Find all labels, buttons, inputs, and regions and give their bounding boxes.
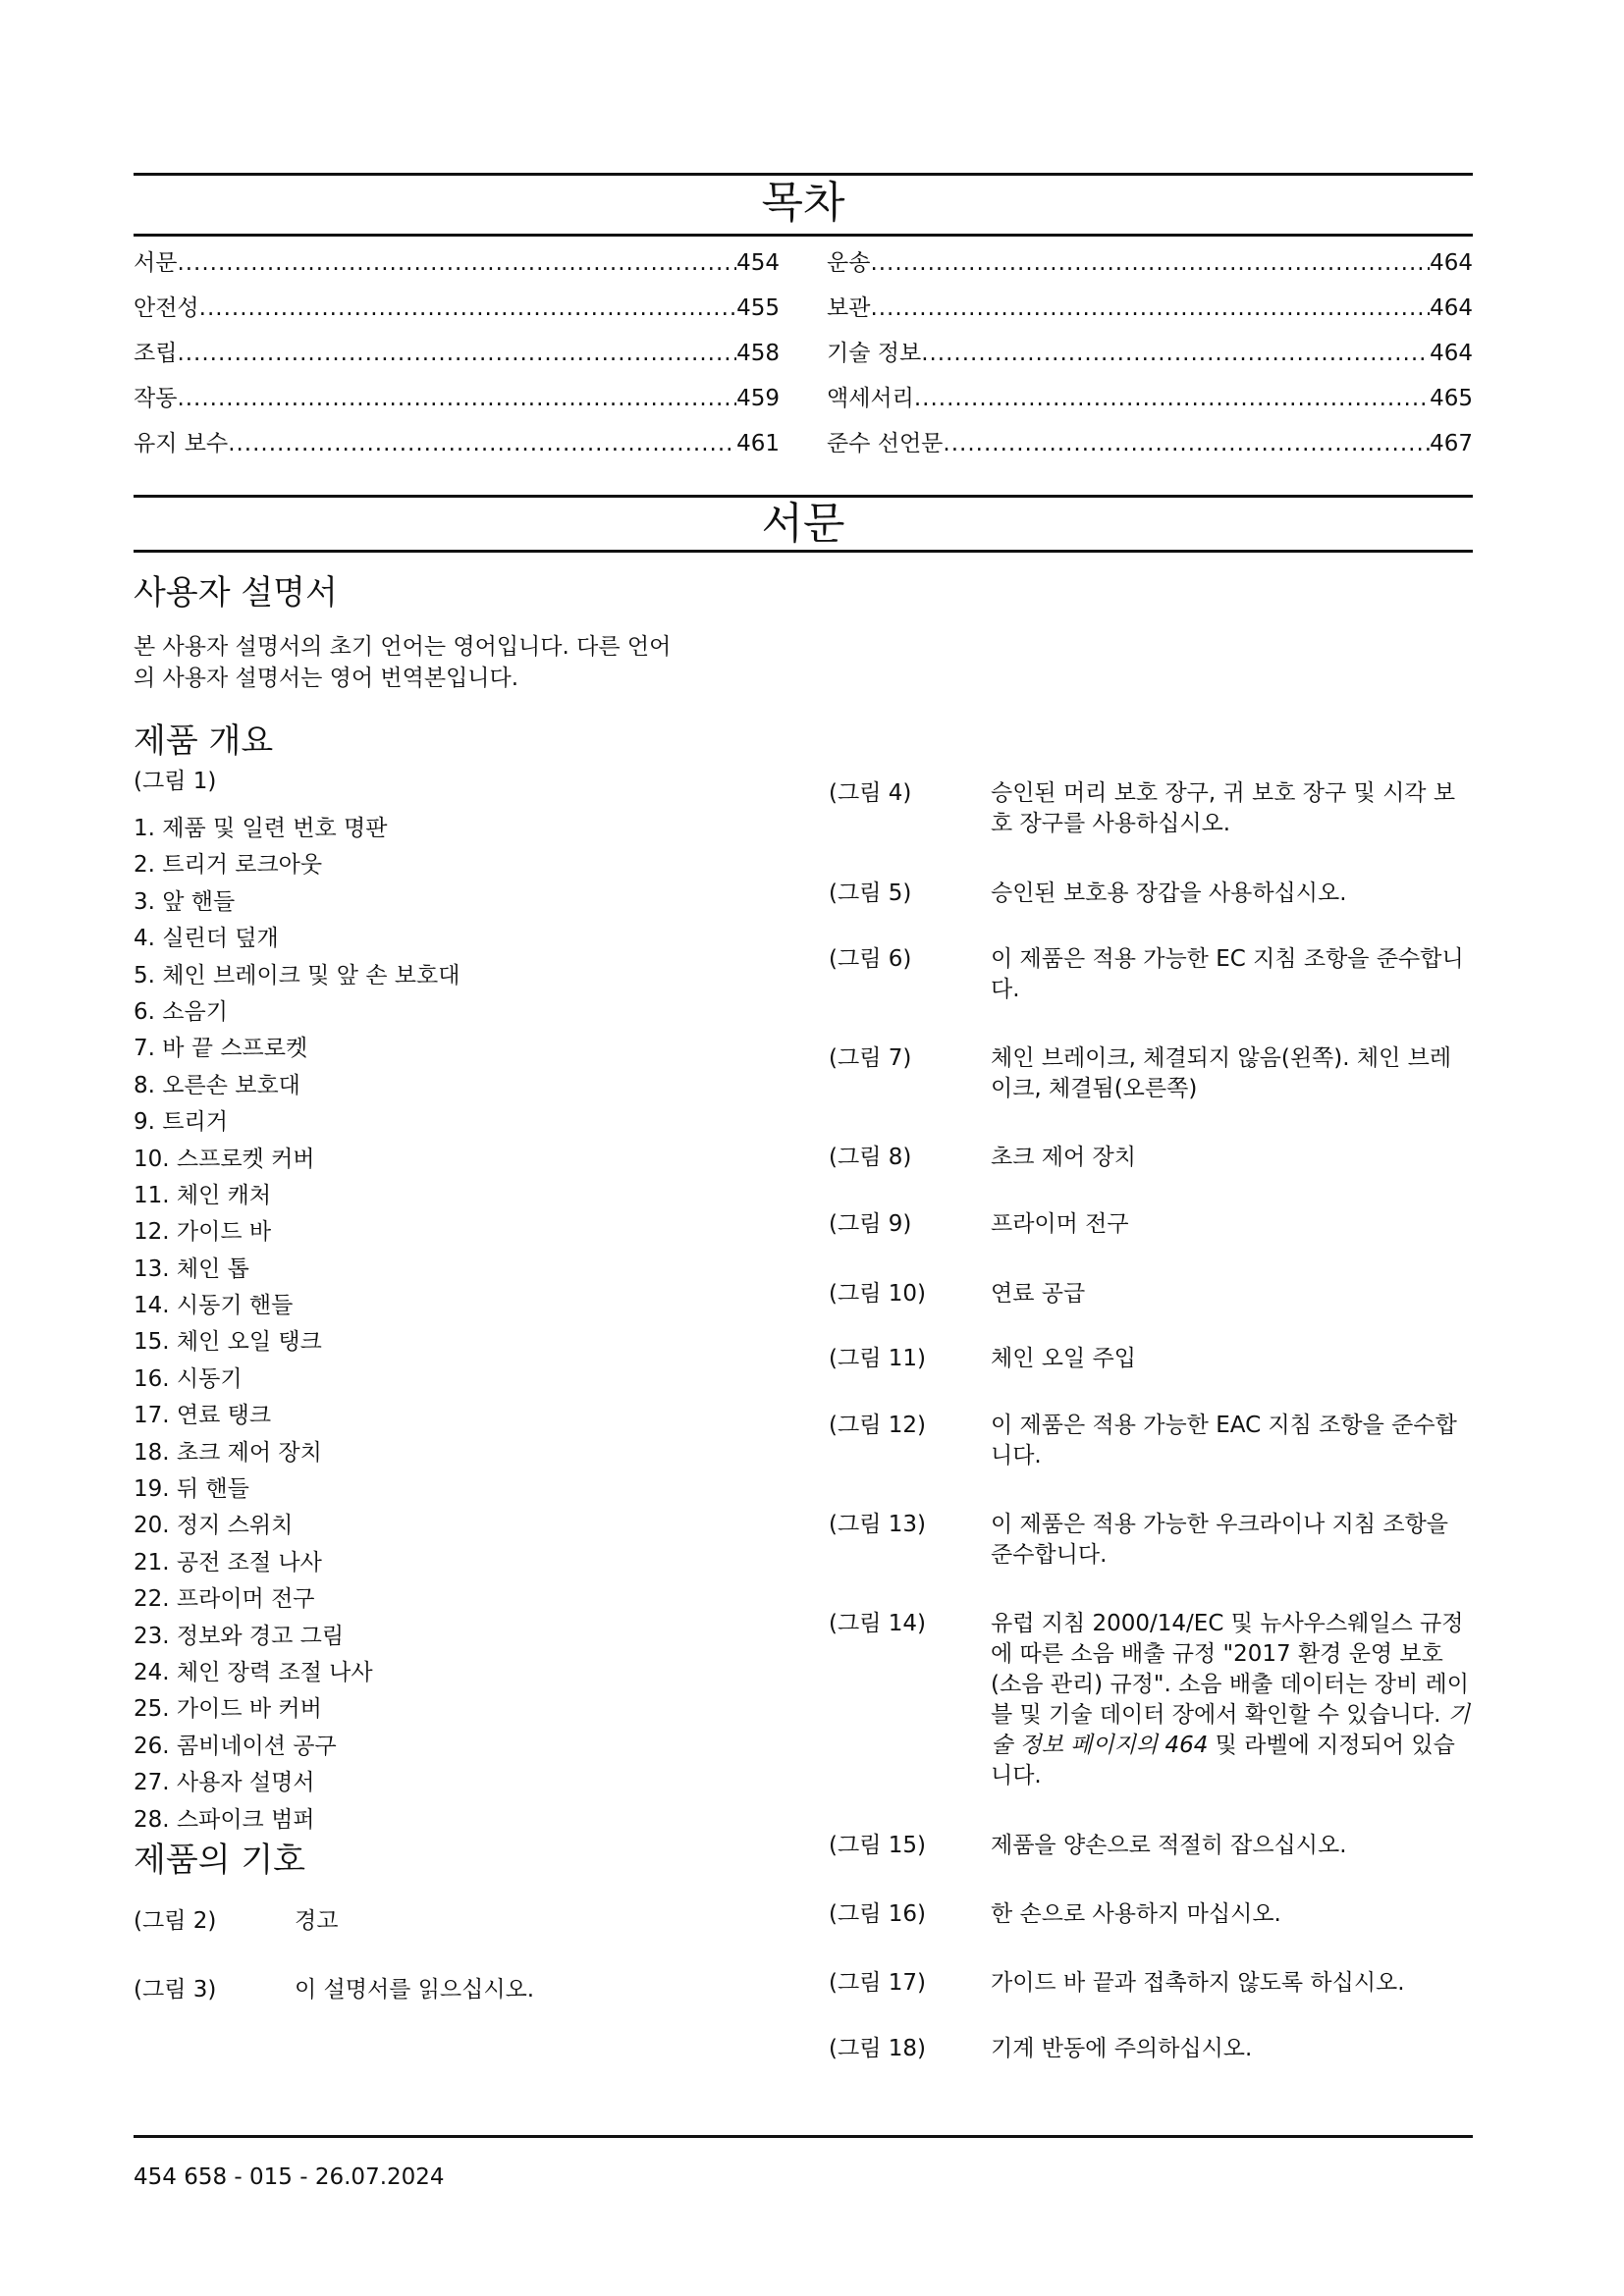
toc-entry-page: 467 (1430, 431, 1473, 456)
list-item: 15. 체인 오일 탱크 (134, 1329, 322, 1356)
symbol-description: 이 제품은 적용 가능한 우크라이나 지침 조항을 준수합니다. (991, 1512, 1449, 1568)
toc-entry-page: 459 (736, 386, 780, 411)
list-item: 23. 정보와 경고 그림 (134, 1623, 345, 1649)
symbol-figure-ref: (그림 7) (829, 1045, 912, 1071)
list-item: 6. 소음기 (134, 998, 228, 1025)
list-item: 7. 바 끝 스프로켓 (134, 1036, 308, 1062)
symbol-description: 제품을 양손으로 적절히 잡으십시오. (991, 1833, 1347, 1858)
symbol-figure-ref: (그림 5) (829, 881, 912, 906)
cross-reference-link[interactable]: 기술 정보 페이지의 464 (991, 1702, 1470, 1758)
toc-entry[interactable] (134, 339, 780, 384)
list-item: 25. 가이드 바 커버 (134, 1696, 322, 1723)
overview-list (134, 811, 772, 1839)
toc-dot-leader (943, 429, 1430, 458)
toc-entry[interactable] (134, 429, 780, 474)
symbol-description: 승인된 머리 보호 장구, 귀 보호 장구 및 시각 보호 장구를 사용하십시오. (991, 780, 1456, 836)
list-item: 12. 가이드 바 (134, 1219, 272, 1246)
list-item: 5. 체인 브레이크 및 앞 손 보호대 (134, 962, 460, 988)
toc-entry[interactable] (134, 248, 780, 294)
symbol-figure-ref: (그림 13) (829, 1512, 926, 1537)
symbol-description-text: 유럽 지침 2000/14/EC 및 뉴사우스웨일스 규정에 따른 소음 배출 규정 "2017 환경 운영 보호(소음 관리) 규정". 소음 배출 데이터는 장비 레이블 및 기술 데이터 장에서 확인할 수 있습니다. (991, 1611, 1469, 1728)
toc-entry-page: 464 (1430, 250, 1473, 276)
symbol-description (991, 1609, 1473, 1791)
list-item: 3. 앞 핸들 (134, 888, 236, 915)
symbol-description: 연료 공급 (991, 1281, 1086, 1307)
list-item: 27. 사용자 설명서 (134, 1770, 315, 1796)
list-item: 18. 초크 제어 장치 (134, 1439, 322, 1466)
toc-right-column (827, 248, 1473, 474)
symbol-figure-ref: (그림 3) (134, 1977, 217, 2002)
list-item: 2. 트리거 로크아웃 (134, 852, 323, 879)
manual-text-line: 본 사용자 설명서의 초기 언어는 영어입니다. 다른 언어 (134, 634, 672, 660)
symbol-description-tail: 및 라벨에 지정되어 있습니다. (991, 1733, 1455, 1789)
toc-entry-page: 464 (1430, 341, 1473, 366)
toc-entry-page: 465 (1430, 386, 1473, 411)
toc-entry-label: 보관 (827, 295, 871, 321)
symbol-figure-ref: (그림 10) (829, 1281, 926, 1307)
toc-entry-label: 준수 선언문 (827, 431, 944, 456)
symbol-description: 초크 제어 장치 (991, 1145, 1136, 1170)
symbol-description: 가이드 바 끝과 접촉하지 않도록 하십시오. (991, 1970, 1405, 1996)
symbol-figure-ref: (그림 14) (829, 1611, 926, 1636)
toc-left-column (134, 248, 780, 474)
toc-dot-leader (177, 339, 736, 368)
toc-entry[interactable] (827, 429, 1473, 474)
toc-dot-leader (177, 248, 736, 278)
list-item: 22. 프라이머 전구 (134, 1586, 315, 1613)
list-item: 17. 연료 탱크 (134, 1403, 272, 1429)
document-id: 454 658 - 015 - 26.07.2024 (134, 2164, 445, 2190)
intro-top-rule (134, 495, 1473, 498)
list-item: 14. 시동기 핸들 (134, 1293, 294, 1319)
toc-dot-leader (870, 294, 1430, 323)
overview-figure-ref: (그림 1) (134, 769, 217, 794)
symbol-figure-ref: (그림 17) (829, 1970, 926, 1996)
list-item: 28. 스파이크 범퍼 (134, 1806, 315, 1833)
toc-entry-label: 유지 보수 (134, 431, 229, 456)
manual-text (134, 631, 782, 694)
symbol-figure-ref: (그림 11) (829, 1346, 926, 1371)
list-item: 13. 체인 톱 (134, 1255, 249, 1282)
toc-dot-leader (177, 384, 736, 413)
toc-dot-leader (228, 429, 736, 458)
toc-entry-page: 458 (736, 341, 780, 366)
symbol-figure-ref: (그림 16) (829, 1901, 926, 1927)
list-item: 8. 오른손 보호대 (134, 1072, 300, 1098)
toc-entry[interactable] (134, 384, 780, 429)
toc-entry-page: 454 (736, 250, 780, 276)
symbol-figure-ref: (그림 18) (829, 2036, 926, 2061)
toc-title: 목차 (761, 178, 845, 228)
list-item: 24. 체인 장력 조절 나사 (134, 1659, 373, 1685)
toc-entry-page: 464 (1430, 295, 1473, 321)
intro-title: 서문 (761, 499, 845, 549)
toc-dot-leader (199, 294, 736, 323)
symbol-description: 체인 오일 주입 (991, 1346, 1136, 1371)
symbol-description: 경고 (295, 1908, 339, 1934)
manual-text-line: 의 사용자 설명서는 영어 번역본입니다. (134, 666, 519, 691)
list-item: 19. 뒤 핸들 (134, 1476, 249, 1503)
list-item: 11. 체인 캐처 (134, 1182, 272, 1208)
symbol-figure-ref: (그림 6) (829, 946, 912, 972)
toc-entry[interactable] (134, 294, 780, 339)
toc-entry[interactable] (827, 339, 1473, 384)
symbol-description: 승인된 보호용 장갑을 사용하십시오. (991, 881, 1347, 906)
symbol-description: 한 손으로 사용하지 마십시오. (991, 1901, 1281, 1927)
symbols-heading: 제품의 기호 (134, 1841, 306, 1880)
toc-title-rule (134, 234, 1473, 237)
toc-entry-label: 기술 정보 (827, 341, 922, 366)
toc-entry[interactable] (827, 248, 1473, 294)
symbol-figure-ref: (그림 15) (829, 1833, 926, 1858)
symbol-figure-ref: (그림 8) (829, 1145, 912, 1170)
toc-dot-leader (870, 248, 1430, 278)
list-item: 10. 스프로켓 커버 (134, 1146, 315, 1172)
symbol-description: 이 제품은 적용 가능한 EC 지침 조항을 준수합니다. (991, 946, 1464, 1002)
toc-entry-label: 운송 (827, 250, 871, 276)
toc-entry-label: 안전성 (134, 295, 199, 321)
toc-entry-label: 액세서리 (827, 386, 914, 411)
toc-entry[interactable] (827, 294, 1473, 339)
list-item: 9. 트리거 (134, 1109, 228, 1136)
toc-entry-label: 조립 (134, 341, 178, 366)
list-item: 26. 콤비네이션 공구 (134, 1733, 337, 1759)
toc-entry-page: 455 (736, 295, 780, 321)
footer-rule (134, 2135, 1473, 2138)
symbol-figure-ref: (그림 12) (829, 1413, 926, 1438)
list-item: 20. 정지 스위치 (134, 1513, 294, 1539)
toc-entry-label: 서문 (134, 250, 178, 276)
list-item: 1. 제품 및 일련 번호 명판 (134, 816, 388, 841)
toc-dot-leader (921, 339, 1430, 368)
manual-heading: 사용자 설명서 (134, 573, 338, 613)
toc-entry-label: 작동 (134, 386, 178, 411)
symbol-description: 프라이머 전구 (991, 1211, 1129, 1237)
intro-title-rule (134, 550, 1473, 553)
list-item: 21. 공전 조절 나사 (134, 1549, 322, 1575)
symbol-description: 이 설명서를 읽으십시오. (295, 1977, 535, 2002)
toc-entry[interactable] (827, 384, 1473, 429)
symbol-figure-ref: (그림 4) (829, 780, 912, 806)
toc-top-rule (134, 173, 1473, 176)
symbol-description: 기계 반동에 주의하십시오. (991, 2036, 1253, 2061)
symbol-description: 체인 브레이크, 체결되지 않음(왼쪽). 체인 브레이크, 체결됨(오른쪽) (991, 1045, 1452, 1101)
list-item: 4. 실린더 덮개 (134, 926, 279, 952)
overview-heading: 제품 개요 (134, 721, 274, 761)
symbol-description: 이 제품은 적용 가능한 EAC 지침 조항을 준수합니다. (991, 1413, 1457, 1468)
toc-entry-page: 461 (736, 431, 780, 456)
list-item: 16. 시동기 (134, 1365, 243, 1392)
toc-dot-leader (914, 384, 1430, 413)
symbol-figure-ref: (그림 9) (829, 1211, 912, 1237)
symbol-figure-ref: (그림 2) (134, 1908, 217, 1934)
